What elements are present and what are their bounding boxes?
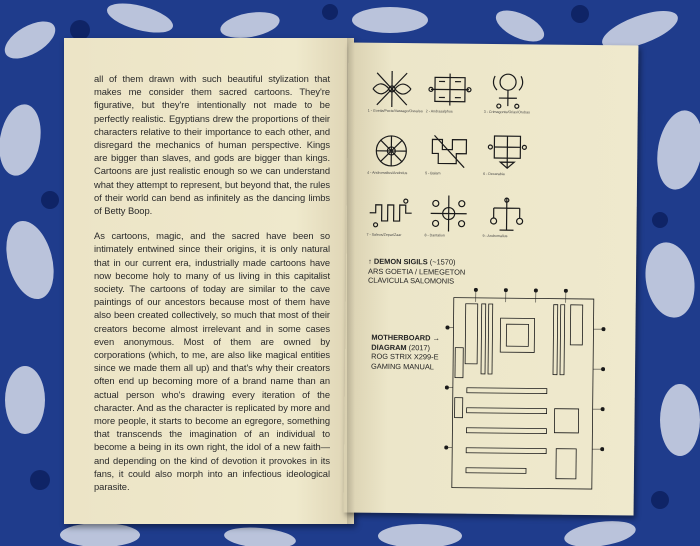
motherboard-diagram bbox=[444, 288, 606, 500]
sigil-2 bbox=[422, 69, 479, 130]
sigil-5-icon bbox=[426, 131, 472, 171]
sigil-9-caption: 9 - Andromalius bbox=[482, 233, 508, 239]
demon-caption-line3: CLAVICULA SALOMONIS bbox=[367, 275, 455, 286]
sigil-3-caption: 3 - Crimagonte/Oriax/Orobas bbox=[483, 109, 530, 115]
sigil-4 bbox=[363, 131, 420, 192]
sigil-6-caption: 6 - Decarabia bbox=[483, 171, 505, 177]
sigil-2-caption: 2 - Andrasalphus bbox=[425, 109, 453, 114]
sigil-3-icon bbox=[485, 70, 531, 110]
board-caption-line2: DIAGRAM bbox=[371, 342, 407, 352]
sigil-7-caption: 7 - Saleos/Zepar/Zaar bbox=[366, 232, 402, 238]
sigil-8-icon bbox=[425, 193, 471, 233]
sigil-9-icon bbox=[483, 194, 529, 234]
open-booklet bbox=[64, 38, 642, 524]
right-arrow-icon: → bbox=[432, 333, 441, 343]
paragraph-1: all of them drawn with such beautiful stylization that makes me consider them sacred cartoons. They're figurative, but they're intentionally not made to be perfectly realistic. Egyptians drew the proportions of their characters relative to their importance to each other, and disregard the mechanics of human perspective. Kings are bigger than slaves, and gods are bigger than kings. Cartoons are just realistic enough so we can understand what they attempt to represent, but beyond that, the rules of their world can bend as infinitely as the dancing limbs of Betty Boop. bbox=[94, 73, 330, 217]
sigil-5-caption: 5 - Balam bbox=[425, 171, 441, 176]
paragraph-2: As cartoons, magic, and the sacred have been so intimately entwined since their origins, it is only natural that in our current era, industrially made cartoons have now become holy to many of us living in this capitalist society. The cartoons of today are similar to the cave paintings of our ancestors because most of them have also been created collectively, so much that most of their creators become almost irrelevant and in some cases even anonymous. Most of them are owned by corporations (which, to me, are also like magical entities since we made them all up) and that's why their creators often end up becoming more of a brand name than an actual person who's drawing every iteration of the character. And as the character is replicated by more and more people, it starts to become an egregore, something that transcends the imagination of an individual to become a being in its own right, the idol of a new faith— and depending on the kind of devotion it provokes in its fans, it could also morph into an infectious ideological parasite. bbox=[94, 230, 330, 493]
left-page-text bbox=[94, 72, 330, 505]
sigil-4-caption: 4 - Andromalius/Andrelus bbox=[367, 170, 408, 176]
sigil-1 bbox=[364, 69, 421, 130]
demon-sigil-grid bbox=[362, 69, 534, 259]
up-arrow-icon: ↑ bbox=[368, 256, 372, 266]
board-caption-line4: GAMING MANUAL bbox=[371, 361, 434, 371]
sigil-4-icon bbox=[368, 131, 414, 171]
sigil-5 bbox=[421, 131, 478, 192]
sigil-1-icon bbox=[369, 69, 415, 109]
sigil-7-icon bbox=[367, 193, 413, 233]
sigil-8-caption: 8 - Dantalion bbox=[424, 233, 445, 238]
sigil-9 bbox=[478, 194, 535, 255]
sigil-2-icon bbox=[427, 69, 473, 109]
sigil-1-caption: 1 - Goetia/Pacte/Vassago/Ossa/sa bbox=[367, 108, 423, 114]
demon-caption-title: DEMON SIGILS bbox=[373, 256, 428, 267]
sigil-6-icon bbox=[484, 132, 530, 172]
motherboard-caption bbox=[371, 333, 440, 372]
sigil-8 bbox=[420, 193, 477, 254]
right-page bbox=[344, 42, 639, 515]
left-page bbox=[64, 38, 354, 524]
board-caption-line1: MOTHERBOARD bbox=[371, 332, 431, 343]
board-caption-line3: ROG STRIX X299-E bbox=[371, 351, 439, 362]
booklet-spine bbox=[347, 38, 355, 524]
board-caption-date: (2017) bbox=[408, 342, 431, 352]
demon-caption-date: (~1570) bbox=[429, 257, 456, 267]
sigil-7 bbox=[362, 193, 419, 254]
sigil-3 bbox=[480, 70, 537, 131]
sigil-6 bbox=[479, 132, 536, 193]
demon-caption-line2: ARS GOETIA / LEMEGETON bbox=[368, 266, 466, 277]
demon-sigils-caption bbox=[368, 257, 465, 287]
